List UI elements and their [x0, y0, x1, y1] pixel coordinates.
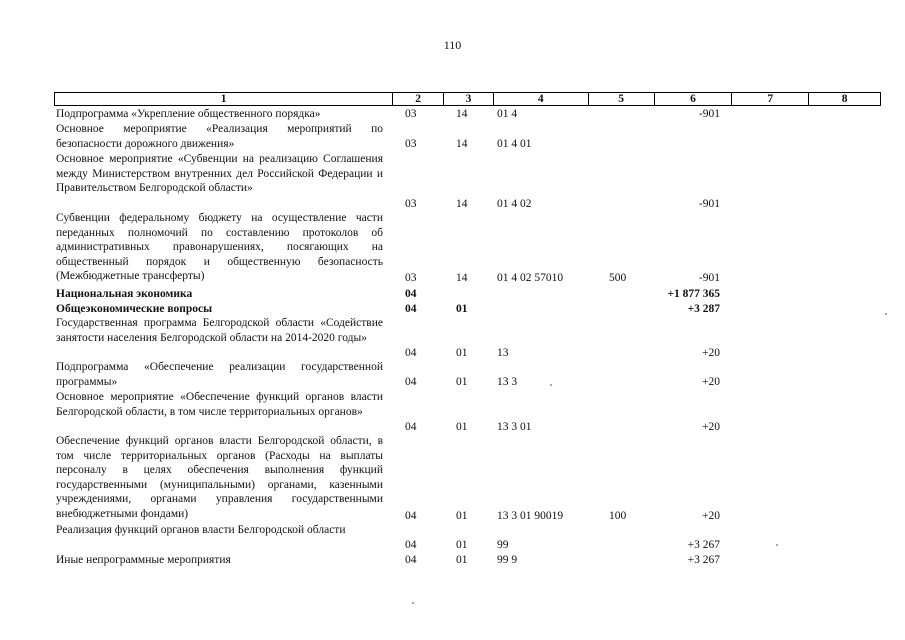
page-number: 110 [443, 38, 462, 52]
cell-amount: -901 [698, 272, 720, 284]
cell-target-article: 13 [497, 347, 509, 359]
cell-amount: +20 [702, 376, 720, 388]
cell-amount: +3 287 [687, 303, 720, 315]
cell-section: 03 [405, 108, 417, 120]
cell-amount: +20 [702, 347, 720, 359]
cell-target-article: 99 [497, 539, 509, 551]
row-description: Основное мероприятие «Обеспечение функций органов власти Белгородской области, в том числе территориальных органов» [56, 391, 383, 418]
cell-subsection: 14 [456, 272, 468, 284]
column-header-4: 4 [493, 93, 588, 105]
cell-target-article: 01 4 02 57010 [497, 272, 564, 284]
row-description: Субвенции федеральному бюджету на осуществление части переданных полномочий по составлению протоколов об административных правонарушениях, посягающих на общественный порядок и общественную безопасность (Межбюджетные трансферты) [56, 212, 383, 282]
cell-amount: +3 267 [687, 554, 720, 566]
row-description: Реализация функций органов власти Белгородской области [56, 524, 346, 536]
cell-amount: -901 [698, 198, 720, 210]
table-header [54, 92, 881, 106]
cell-section: 04 [405, 347, 417, 359]
row-description: Общеэкономические вопросы [56, 303, 213, 315]
scan-speck [412, 602, 414, 604]
cell-section: 04 [405, 554, 417, 566]
cell-amount: +1 877 365 [667, 288, 720, 300]
column-header-2: 2 [392, 93, 443, 105]
cell-section: 03 [405, 138, 417, 150]
row-description: Национальная экономика [56, 288, 193, 300]
row-description: Основное мероприятие «Субвенции на реализацию Соглашения между Министерством внутренних дел Российской Федерации и Правительством Белгородской области» [56, 153, 383, 194]
row-description: Иные непрограммные мероприятия [56, 554, 231, 566]
cell-target-article: 13 3 01 90019 [497, 510, 564, 522]
cell-subsection: 01 [456, 347, 468, 359]
scan-speck [776, 544, 778, 546]
column-header-3: 3 [443, 93, 493, 105]
column-header-7: 7 [731, 93, 808, 105]
cell-amount: +20 [702, 421, 720, 433]
cell-expense-type: 100 [609, 510, 627, 522]
row-description: Обеспечение функций органов власти Белгородской области, в том числе территориальных органов (Расходы на выплаты персоналу в целях обеспечения выполнения функций государственными (муниципальными) органами, казенными учреждениями, органами управления государственными внебюджетными фондами) [56, 435, 383, 520]
cell-subsection: 01 [456, 554, 468, 566]
cell-target-article: 99 9 [497, 554, 518, 566]
cell-amount: +3 267 [687, 539, 720, 551]
cell-target-article: 01 4 01 [497, 138, 532, 150]
cell-section: 04 [405, 421, 417, 433]
cell-subsection: 01 [456, 539, 468, 551]
cell-section: 04 [405, 539, 417, 551]
cell-target-article: 13 3 [497, 376, 518, 388]
row-description: Государственная программа Белгородской области «Содействие занятости населения Белгородской области на 2014-2020 годы» [56, 317, 383, 344]
column-header-6: 6 [654, 93, 732, 105]
cell-target-article: 01 4 02 [497, 198, 532, 210]
cell-section: 04 [405, 288, 417, 300]
cell-target-article: 13 3 01 [497, 421, 532, 433]
cell-target-article: 01 4 [497, 108, 518, 120]
cell-subsection: 14 [456, 138, 468, 150]
cell-subsection: 14 [456, 108, 468, 120]
cell-section: 04 [405, 303, 417, 315]
column-header-5: 5 [588, 93, 654, 105]
cell-amount: +20 [702, 510, 720, 522]
scan-speck [550, 384, 552, 386]
cell-section: 04 [405, 376, 417, 388]
cell-subsection: 14 [456, 198, 468, 210]
row-description: Подпрограмма «Обеспечение реализации государственной программы» [56, 361, 383, 388]
scan-speck [885, 313, 887, 315]
column-header-8: 8 [808, 93, 880, 105]
cell-section: 03 [405, 198, 417, 210]
cell-section: 04 [405, 510, 417, 522]
cell-section: 03 [405, 272, 417, 284]
cell-subsection: 01 [456, 303, 468, 315]
cell-expense-type: 500 [609, 272, 627, 284]
column-header-1: 1 [220, 93, 227, 105]
cell-subsection: 01 [456, 510, 468, 522]
row-description: Основное мероприятие «Реализация мероприятий по безопасности дорожного движения» [56, 123, 383, 150]
cell-amount: -901 [698, 108, 720, 120]
cell-subsection: 01 [456, 421, 468, 433]
cell-subsection: 01 [456, 376, 468, 388]
row-description: Подпрограмма «Укрепление общественного порядка» [56, 108, 321, 120]
